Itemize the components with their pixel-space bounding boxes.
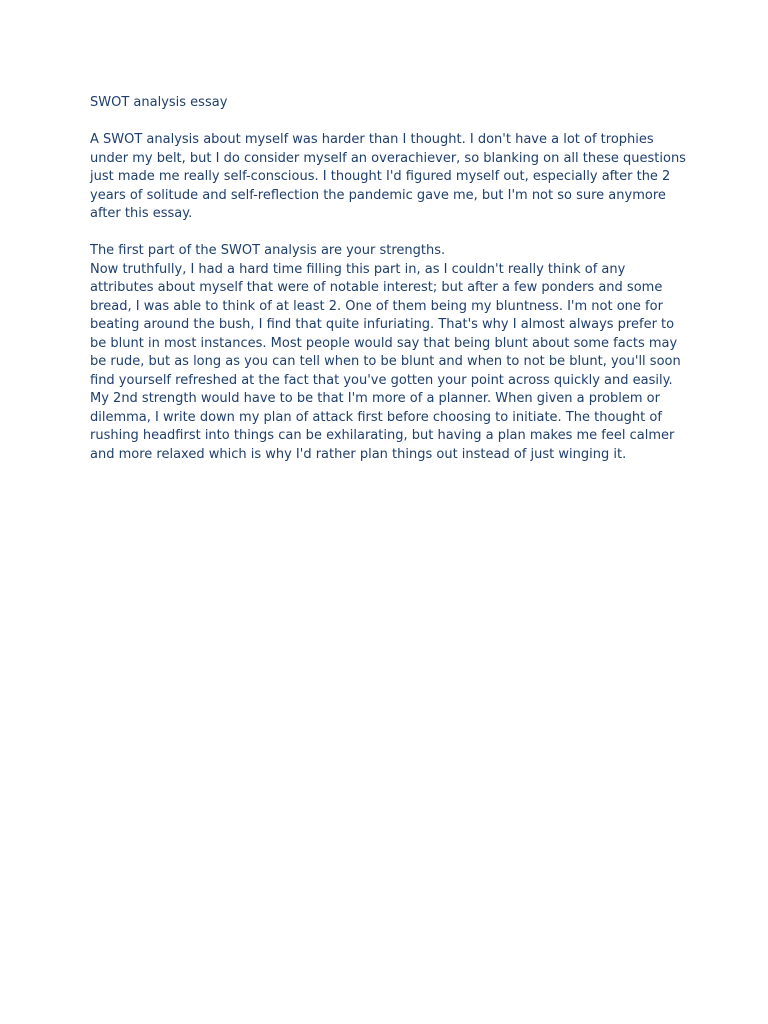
document-body: [90, 94, 690, 464]
document-title: SWOT analysis essay: [90, 95, 228, 110]
paragraph-strength-bluntness: Now truthfully, I had a hard time filling this part in, as I couldn't really think of any attributes about myself that were of notable interest; but after a few ponders and some bread, I was able to think of at least 2. One of them being my bluntness. I'm not one for beating around the bush, I find that quite infuriating. That's why I almost always prefer to be blunt in most instances. Most people would say that being blunt about some facts may be rude, but as long as you can tell when to be blunt and when to not be blunt, you'll soon find yourself refreshed at the fact that you've gotten your point across quickly and easily.: [90, 261, 681, 388]
paragraph-intro: A SWOT analysis about myself was harder than I thought. I don't have a lot of trophies under my belt, but I do consider myself an overachiever, so blanking on all these questions just made me really self-conscious. I thought I'd figured myself out, especially after the 2 years of solitude and self-reflection the pandemic gave me, but I'm not so sure anymore after this essay.: [90, 132, 686, 221]
paragraph-strength-planner: My 2nd strength would have to be that I'm more of a planner. When given a problem or dilemma, I write down my plan of attack first before choosing to initiate. The thought of rushing headfirst into things can be exhilarating, but having a plan makes me feel calmer and more relaxed which is why I'd rather plan things out instead of just winging it.: [90, 391, 675, 462]
paragraph-strengths-heading: The first part of the SWOT analysis are your strengths.: [90, 243, 446, 258]
